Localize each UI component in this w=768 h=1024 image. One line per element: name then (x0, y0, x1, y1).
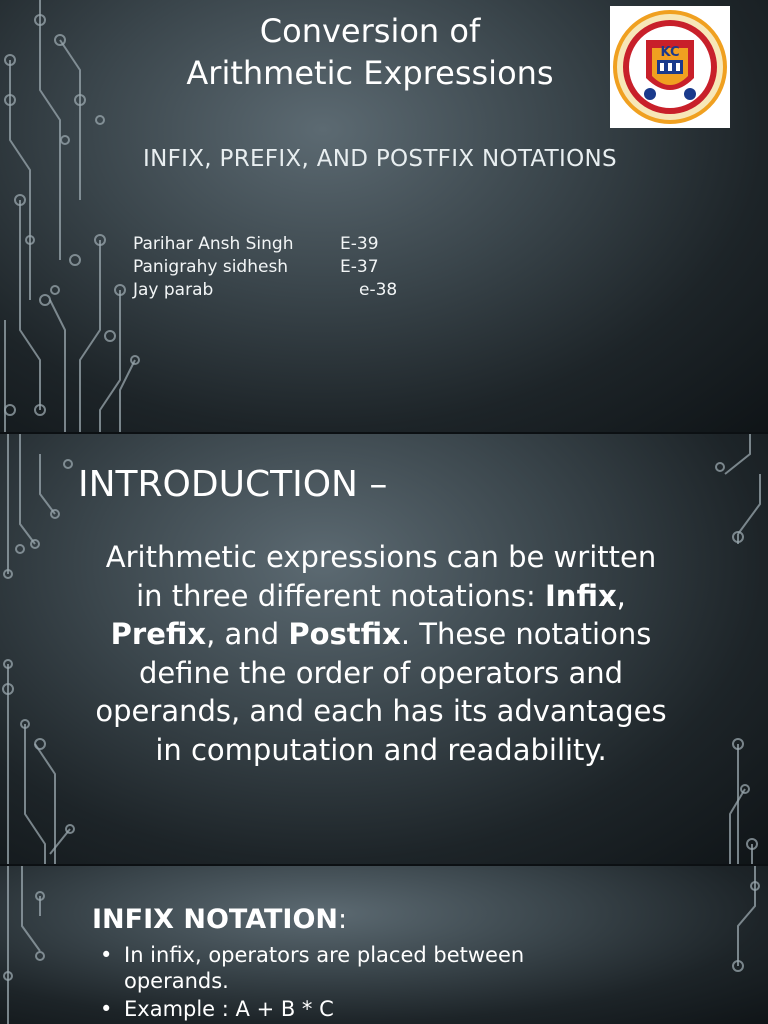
circuit-decoration-right (710, 866, 768, 1024)
title-colon: : (338, 904, 348, 935)
svg-text:KC: KC (660, 45, 680, 60)
author-name: Jay parab (133, 280, 214, 300)
introduction-slide (0, 434, 768, 864)
circuit-decoration-right (690, 434, 768, 864)
list-item (100, 996, 620, 1022)
infix-notation-slide (0, 866, 768, 1024)
circuit-decoration-left (0, 866, 70, 1024)
slide-title: INTRODUCTION – (78, 464, 388, 505)
term-infix: Infix (545, 578, 617, 613)
title-line-2: Arithmetic Expressions (186, 54, 554, 92)
bullet-text: In infix, operators are placed between operands. (124, 943, 525, 993)
title-line-1: Conversion of (259, 12, 481, 50)
title-bold: INFIX NOTATION (92, 904, 339, 935)
intro-paragraph (90, 538, 672, 769)
bullet-icon: • (100, 943, 113, 967)
list-item (100, 942, 620, 994)
title-slide (0, 0, 768, 432)
author-roll: E-37 (340, 257, 379, 277)
author-row (133, 233, 433, 256)
presentation-subtitle: INFIX, PREFIX, AND POSTFIX NOTATIONS (143, 146, 617, 172)
bullet-icon: • (100, 997, 113, 1021)
slide-title (92, 904, 347, 935)
body-text: . These notations define the order of operators and operands, and each has its advantages in computation and readability. (95, 617, 667, 767)
college-logo (610, 6, 730, 128)
author-row (133, 256, 433, 279)
bullet-list (100, 942, 620, 1024)
body-text: Arithmetic expressions can be written in three different notations: (105, 540, 657, 613)
presentation-title (130, 10, 610, 94)
authors-list (133, 233, 433, 302)
bullet-text: Example : A + B * C (124, 997, 334, 1021)
term-prefix: Prefix (110, 617, 207, 651)
author-name: Panigrahy sidhesh (133, 257, 289, 277)
circuit-decoration-left (0, 0, 150, 432)
author-name: Parihar Ansh Singh (133, 234, 294, 254)
separator: , (616, 578, 626, 613)
separator: , and (206, 617, 289, 651)
term-postfix: Postfix (288, 617, 401, 651)
author-row (133, 279, 433, 302)
circuit-decoration-left (0, 434, 90, 864)
author-roll: e-38 (359, 280, 398, 300)
logo-emblem-icon (610, 6, 730, 128)
author-roll: E-39 (340, 234, 379, 254)
